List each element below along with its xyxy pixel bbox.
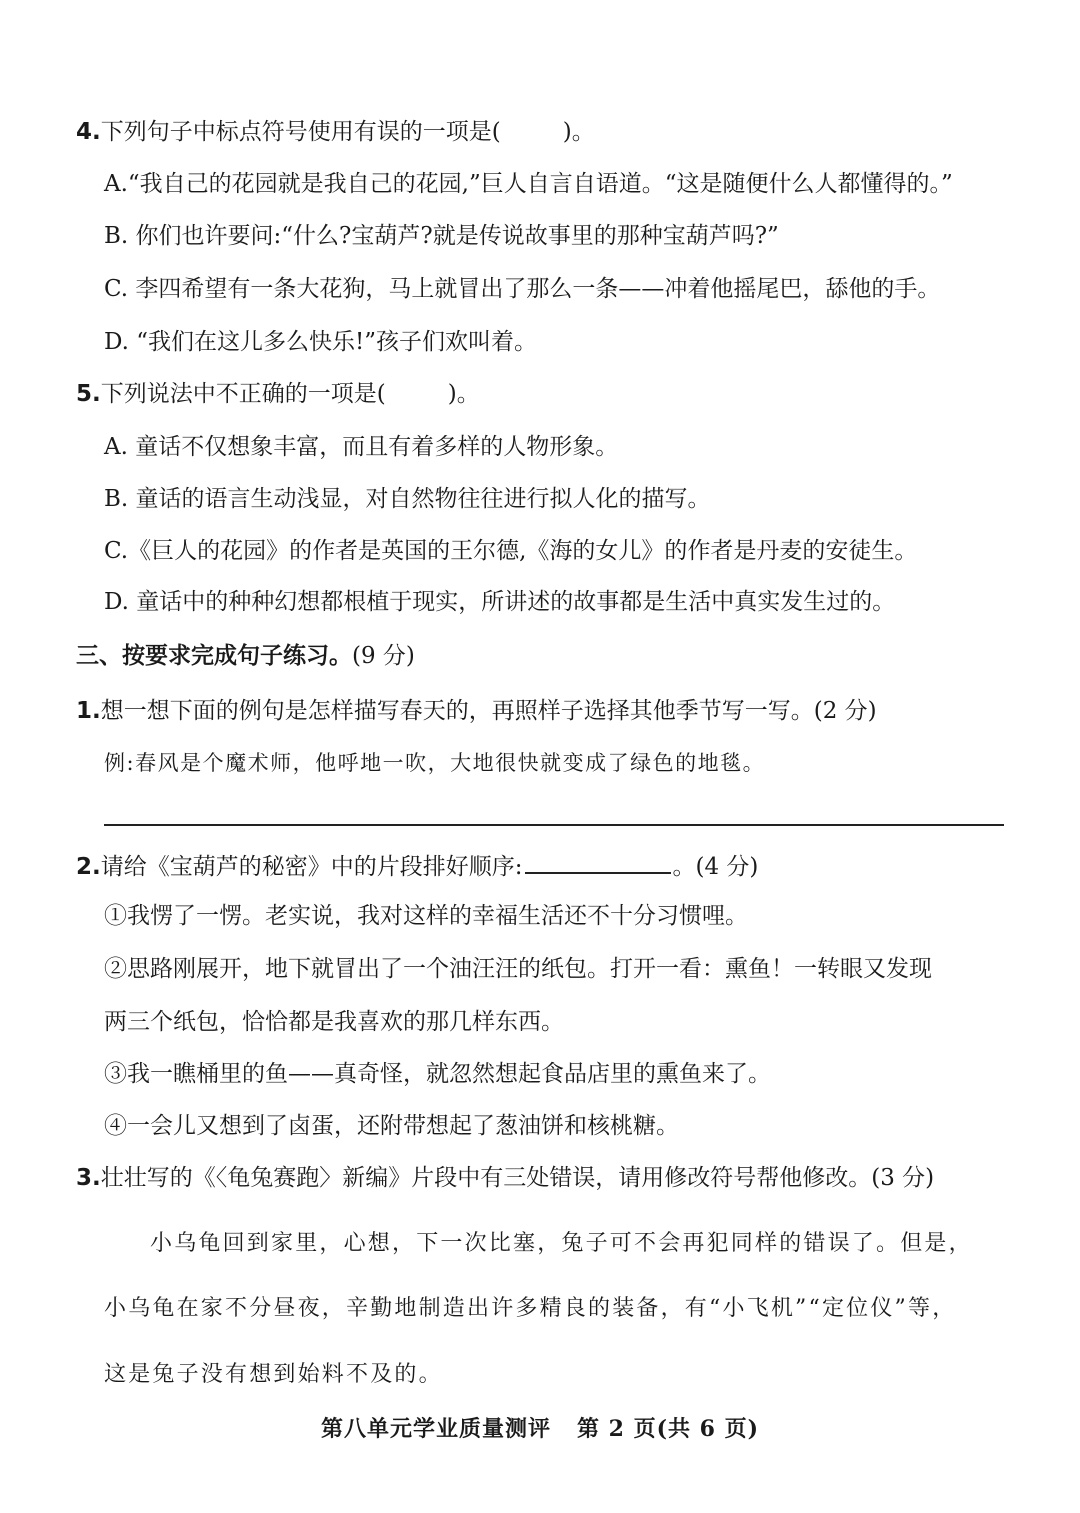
fragment-4: ④一会儿又想到了卤蛋，还附带想起了葱油饼和核桃糖。 (104, 1113, 679, 1139)
option-b: B. 你们也许要问:“什么?宝葫芦?就是传说故事里的那种宝葫芦吗?” (104, 223, 779, 249)
fragment-1: ①我愣了一愣。老实说，我对这样的幸福生活还不十分习惯哩。 (104, 903, 748, 929)
option-d: D. 童话中的种种幻想都根植于现实，所讲述的故事都是生活中真实发生过的。 (104, 589, 896, 615)
page-total: (共 6 页) (656, 1416, 760, 1442)
example-sentence: 例:春风是个魔术师，他呼地一吹，大地很快就变成了绿色的地毯。 (104, 751, 766, 775)
footer-title: 第八单元学业质量测评 (320, 1416, 551, 1442)
exercise-3 (76, 1163, 934, 1193)
option-a: A. 童话不仅想象丰富，而且有着多样的人物形象。 (104, 434, 619, 460)
option-b: B. 童话的语言生动浅显，对自然物往往进行拟人化的描写。 (104, 486, 711, 512)
question-text-end: 。(4 分) (672, 854, 759, 880)
section-points: (9 分) (352, 643, 415, 669)
section-heading (76, 641, 415, 671)
question-text: 想一想下面的例句是怎样描写春天的，再照样子选择其他季节写一写。(2 分) (100, 698, 877, 724)
fragment-2-cont: 两三个纸包，恰恰都是我喜欢的那几样东西。 (104, 1009, 564, 1035)
question-4-stem (76, 117, 595, 147)
passage-line: 小乌龟在家不分昼夜，辛勤地制造出许多精良的装备，有“小飞机”“定位仪”等， (104, 1296, 957, 1321)
question-number: 4. (76, 119, 101, 145)
fragment-2: ②思路刚展开，地下就冒出了一个油汪汪的纸包。打开一看：熏鱼！一转眼又发现 (104, 956, 932, 982)
question-number: 5. (76, 381, 101, 407)
question-text-end: )。 (447, 381, 480, 407)
passage-line: 小乌龟回到家里，心想，下一次比塞，兔子可不会再犯同样的错误了。但是， (150, 1231, 973, 1256)
page-footer (0, 1412, 1080, 1443)
question-number: 1. (76, 698, 101, 724)
writing-line[interactable] (104, 824, 1004, 826)
question-number: 3. (76, 1165, 101, 1191)
exercise-2 (76, 850, 758, 882)
option-d: D. “我们在这儿多么快乐!”孩子们欢叫着。 (104, 329, 538, 355)
option-c: C. 李四希望有一条大花狗，马上就冒出了那么一条——冲着他摇尾巴，舔他的手。 (104, 276, 941, 302)
exercise-1 (76, 696, 877, 726)
question-text: 下列句子中标点符号使用有误的一项是( (100, 119, 501, 145)
question-text: 下列说法中不正确的一项是( (100, 381, 386, 407)
question-text-end: )。 (562, 119, 595, 145)
question-text: 请给《宝葫芦的秘密》中的片段排好顺序: (100, 854, 523, 880)
section-title: 三、按要求完成句子练习。 (76, 643, 352, 669)
question-number: 2. (76, 854, 101, 880)
page-number: 第 2 页 (576, 1416, 657, 1442)
question-5-stem (76, 379, 480, 409)
option-a: A.“我自己的花园就是我自己的花园,”巨人自言自语道。“这是随便什么人都懂得的。” (104, 171, 953, 197)
option-c: C.《巨人的花园》的作者是英国的王尔德,《海的女儿》的作者是丹麦的安徒生。 (104, 538, 918, 564)
passage-line: 这是兔子没有想到始料不及的。 (104, 1362, 443, 1387)
fragment-3: ③我一瞧桶里的鱼——真奇怪，就忽然想起食品店里的熏鱼来了。 (104, 1061, 771, 1087)
question-text: 壮壮写的《〈龟兔赛跑〉新编》片段中有三处错误，请用修改符号帮他修改。(3 分) (100, 1165, 935, 1191)
answer-blank[interactable] (525, 850, 671, 874)
